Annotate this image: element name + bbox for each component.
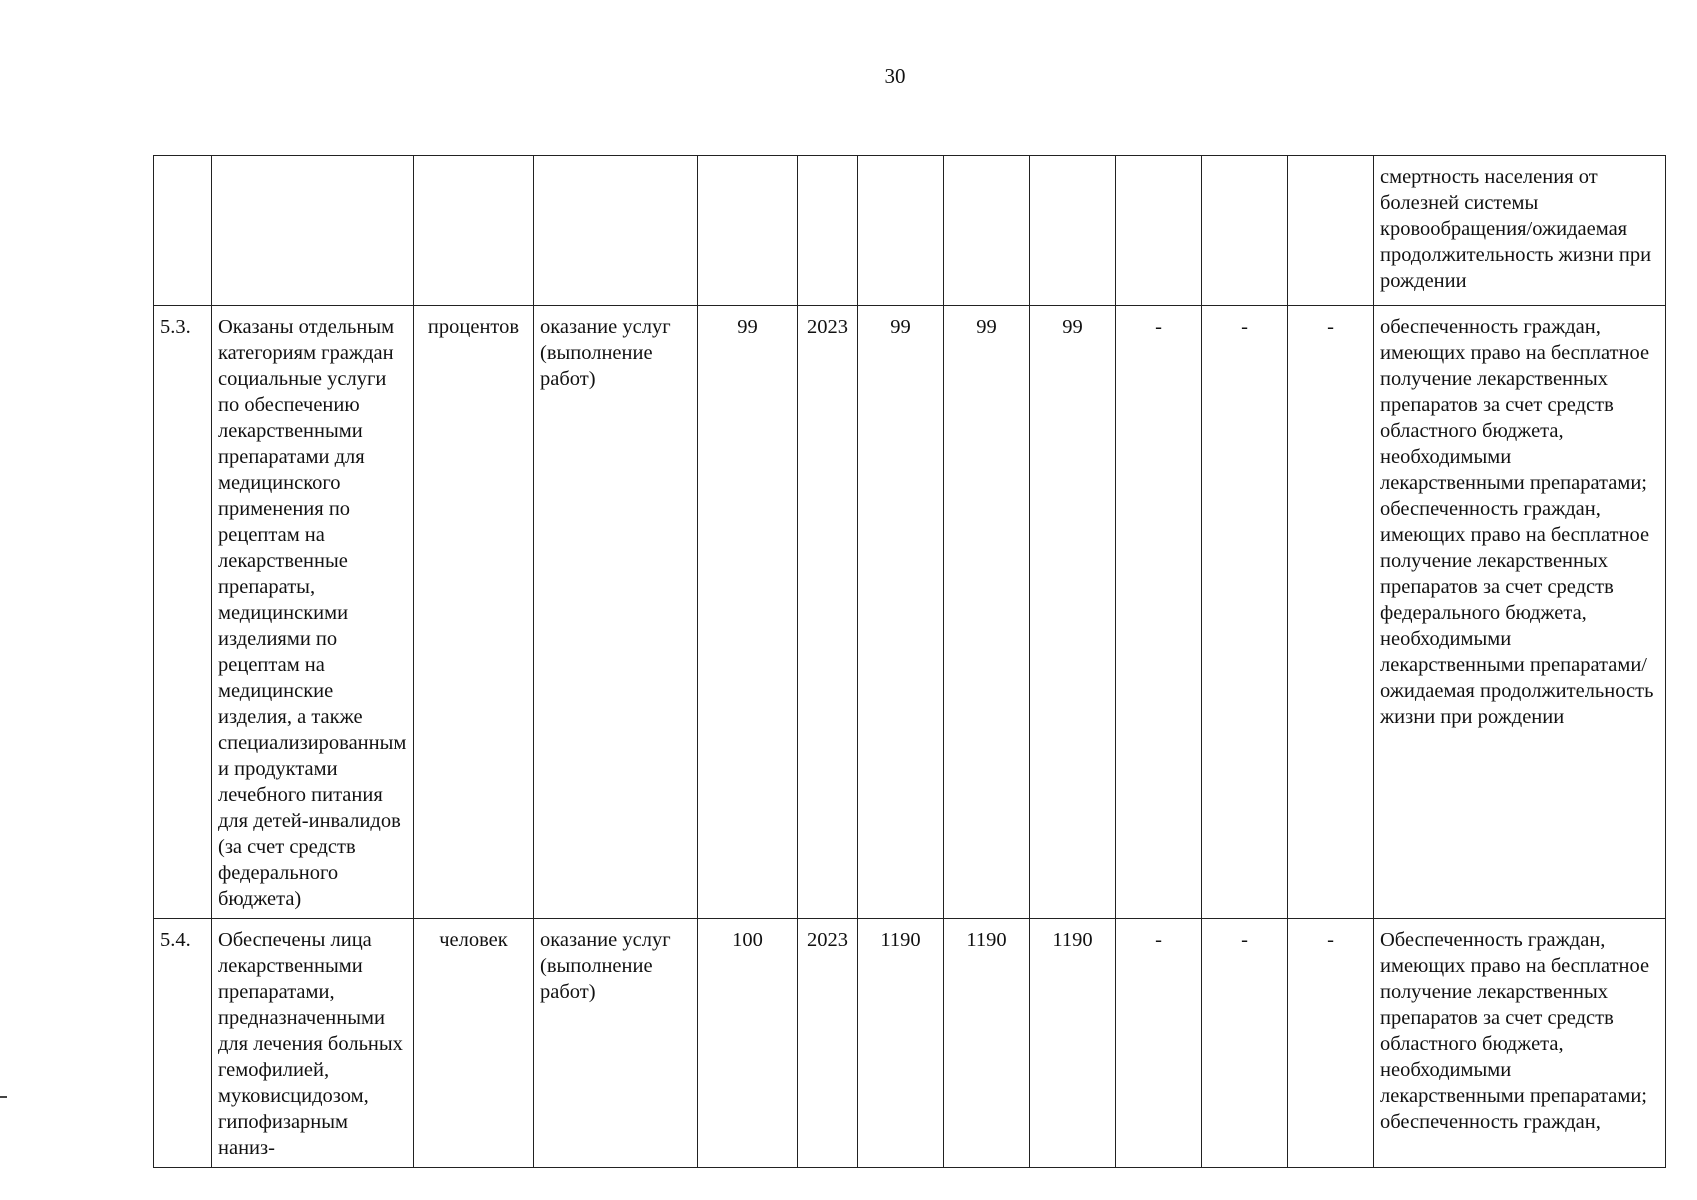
- type-cell: оказание услуг (выполнение работ): [534, 306, 698, 919]
- year-value-cell: -: [1202, 919, 1288, 1168]
- row-number-cell: [154, 156, 212, 306]
- year-value-cell: [944, 156, 1030, 306]
- year-value-cell: -: [1202, 306, 1288, 919]
- row-number-cell: 5.3.: [154, 306, 212, 919]
- results-table: [153, 155, 1666, 1168]
- unit-cell: человек: [414, 919, 534, 1168]
- linked-indicator-cell: смертность населения от болезней системы кровообращения/ожидаемая продолжительность жизни при рождении: [1374, 156, 1666, 306]
- base-value-cell: 100: [698, 919, 798, 1168]
- result-cell: [212, 156, 414, 306]
- table-row: [154, 156, 1666, 306]
- type-cell: оказание услуг (выполнение работ): [534, 919, 698, 1168]
- year-value-cell: 1190: [858, 919, 944, 1168]
- year-value-cell: [1030, 156, 1116, 306]
- base-value-cell: [698, 156, 798, 306]
- year-value-cell: [858, 156, 944, 306]
- year-value-cell: 99: [1030, 306, 1116, 919]
- year-value-cell: -: [1288, 306, 1374, 919]
- year-value-cell: 1190: [1030, 919, 1116, 1168]
- row-number-cell: 5.4.: [154, 919, 212, 1168]
- base-year-cell: 2023: [798, 306, 858, 919]
- year-value-cell: [1288, 156, 1374, 306]
- base-year-cell: 2023: [798, 919, 858, 1168]
- scan-margin-mark: [0, 1096, 7, 1098]
- page-number: 30: [884, 64, 906, 88]
- year-value-cell: -: [1116, 919, 1202, 1168]
- base-value-cell: 99: [698, 306, 798, 919]
- result-cell: Обеспечены лица лекарственными препаратами, предназначенными для лечения больных гемофилией, муковисцидозом, гипофизарным наниз-: [212, 919, 414, 1168]
- table-row: [154, 306, 1666, 919]
- base-year-cell: [798, 156, 858, 306]
- linked-indicator-cell: обеспеченность граждан, имеющих право на бесплатное получение лекарственных препаратов за счет средств областного бюджета, необходимыми лекарственными препаратами; обеспеченность граждан, имеющих право на бесплатное получение лекарственных препаратов за счет средств федерального бюджета, необходимыми лекарственными препаратами/ожидаемая продолжительность жизни при рождении: [1374, 306, 1666, 919]
- table-row: [154, 919, 1666, 1168]
- year-value-cell: -: [1288, 919, 1374, 1168]
- year-value-cell: 1190: [944, 919, 1030, 1168]
- year-value-cell: -: [1116, 306, 1202, 919]
- linked-indicator-cell: Обеспеченность граждан, имеющих право на бесплатное получение лекарственных препаратов за счет средств областного бюджета, необходимыми лекарственными препаратами; обеспеченность граждан,: [1374, 919, 1666, 1168]
- year-value-cell: 99: [944, 306, 1030, 919]
- unit-cell: [414, 156, 534, 306]
- type-cell: [534, 156, 698, 306]
- year-value-cell: [1202, 156, 1288, 306]
- year-value-cell: [1116, 156, 1202, 306]
- year-value-cell: 99: [858, 306, 944, 919]
- unit-cell: процентов: [414, 306, 534, 919]
- result-cell: Оказаны отдельным категориям граждан социальные услуги по обеспечению лекарственными препаратами для медицинского применения по рецептам на лекарственные препараты, медицинскими изделиями по рецептам на медицинские изделия, а также специализированными продуктами лечебного питания для детей-инвалидов (за счет средств федерального бюджета): [212, 306, 414, 919]
